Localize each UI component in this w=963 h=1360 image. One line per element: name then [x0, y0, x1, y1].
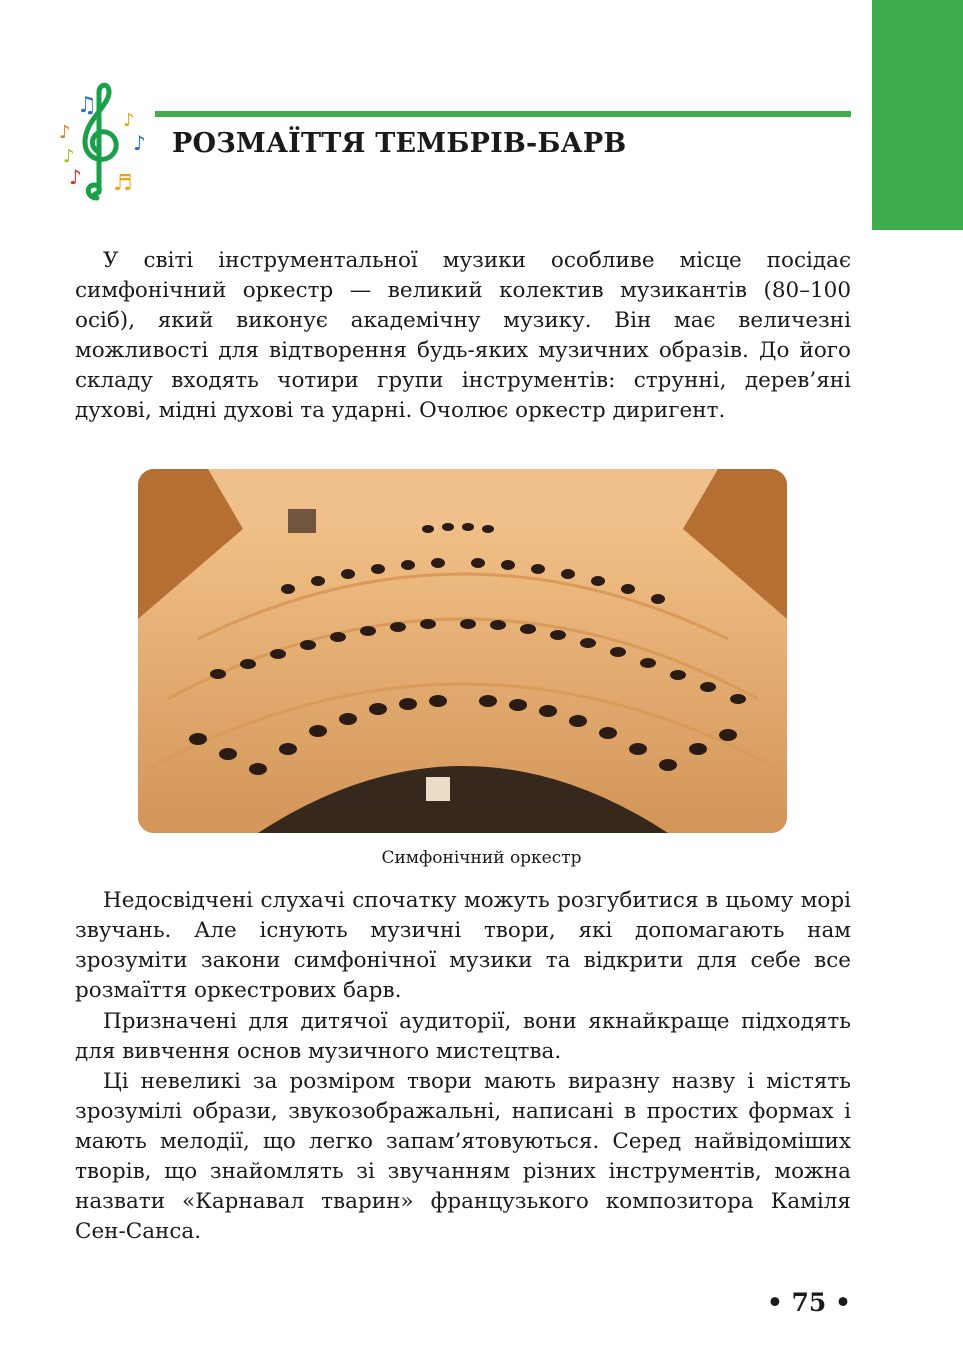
- figure-caption: Симфонічний оркестр: [381, 848, 582, 868]
- page-number: • 75 •: [766, 1288, 851, 1317]
- paragraph-intro: У світі інструментальної музики особливе місце посідає симфонічний оркестр — великий колектив музикантів (80–100 осіб), який виконує академічну музику. Він має величезні можливості для відтворення будь-яких музичних образів. До його складу входять чотири групи інструментів: струнні, дерев’яні духові, мідні духові та ударні. Очолює оркестр диригент.: [75, 248, 851, 423]
- svg-text:♬: ♬: [113, 171, 133, 196]
- svg-text:♪: ♪: [69, 165, 82, 189]
- page-title: РОЗМАЇТТЯ ТЕМБРІВ-БАРВ: [172, 128, 627, 159]
- treble-clef-with-notes-icon: [55, 80, 155, 205]
- paragraph-audience: Призначені для дитячої аудиторії, вони якнайкраще підходять для вивчення основ музичного мистецтва.: [75, 1009, 851, 1064]
- paragraph-listeners: Недосвідчені слухачі спочатку можуть розгубитися в цьому морі звучань. Але існують музичні твори, які допомагають нам зрозуміти закони симфонічної музики та відкрити для себе все розмаїття оркестрових барв.: [75, 888, 851, 1003]
- title-rule: [155, 111, 851, 117]
- svg-text:♪: ♪: [123, 110, 135, 131]
- orchestra-photo: [138, 469, 787, 833]
- svg-text:♪: ♪: [59, 122, 71, 143]
- svg-text:♪: ♪: [63, 146, 75, 167]
- svg-text:♫: ♫: [77, 93, 97, 118]
- paragraph-works: Ці невеликі за розміром твори мають виразну назву і містять зрозумілі образи, звукозображальні, написані в простих формах і мають мелодії, що легко запам’ятовуються. Серед найвідоміших творів, що знайомлять зі звучанням різних інструментів, можна назвати «Карнавал тварин» французького композитора Каміля Сен-Санса.: [75, 1069, 851, 1244]
- chapter-color-tab: [872, 0, 963, 230]
- svg-text:♪: ♪: [133, 131, 146, 155]
